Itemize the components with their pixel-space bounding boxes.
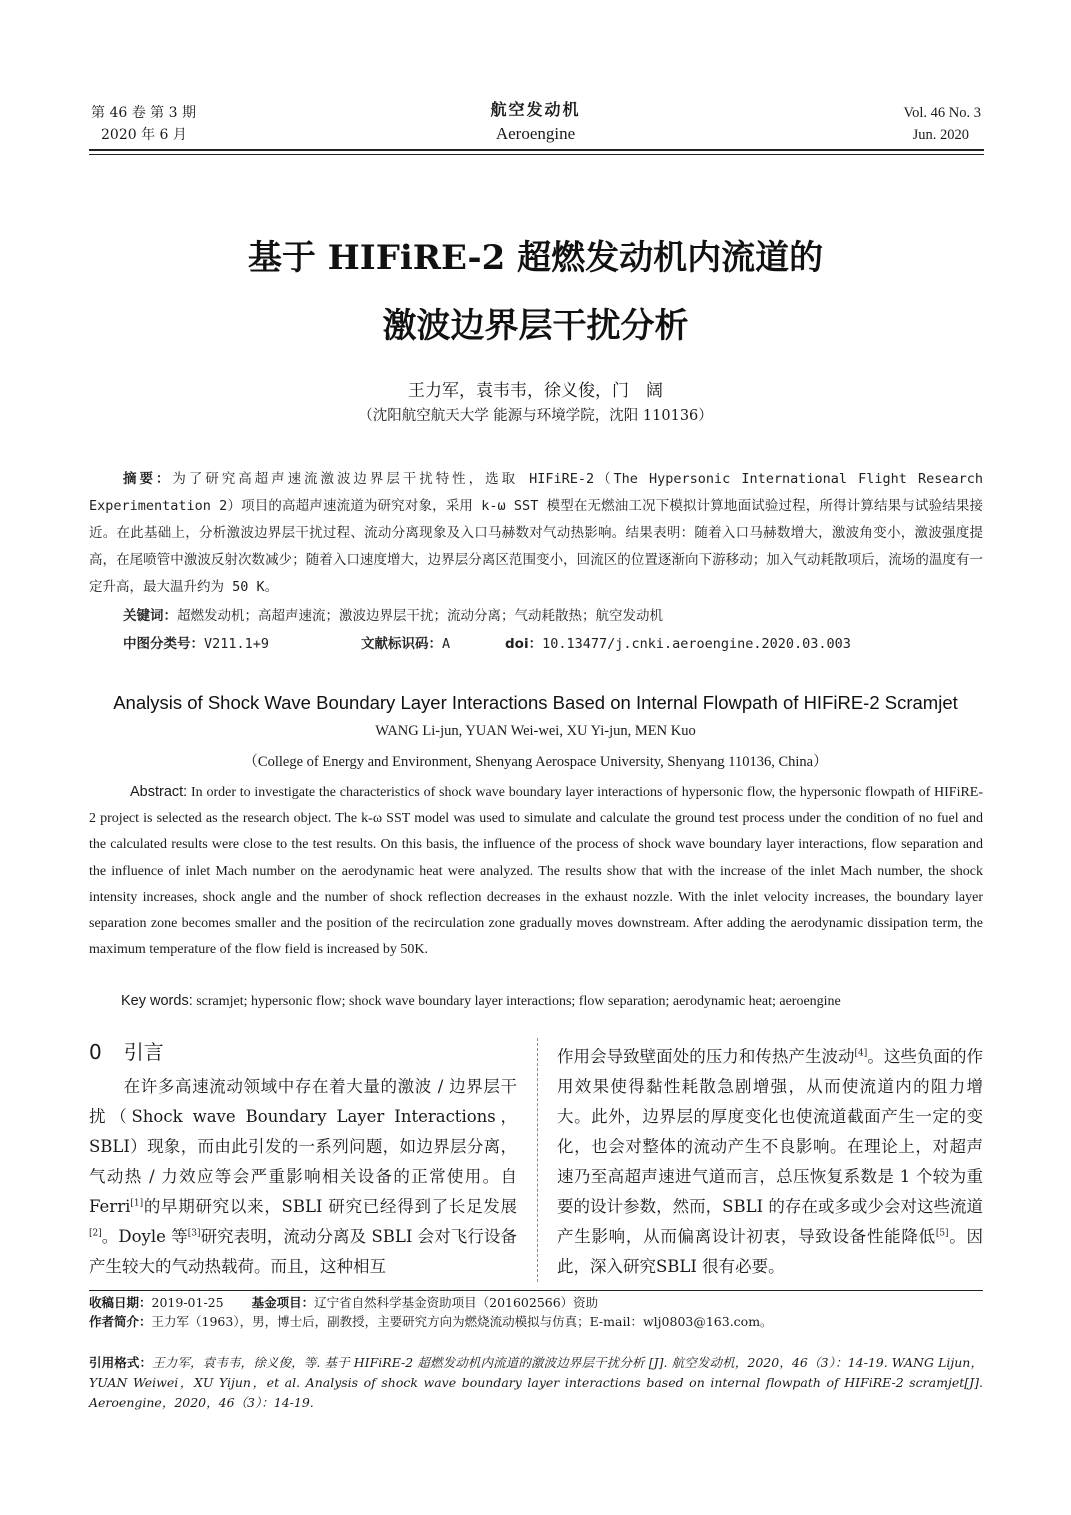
doc-code xyxy=(361,632,450,656)
paper-title-line2: 激波边界层干扰分析 xyxy=(382,306,689,346)
clc-label: 中图分类号： xyxy=(123,636,204,652)
paper-title-line1: 基于 HIFiRE-2 超燃发动机内流道的 xyxy=(247,238,824,278)
english-title: Analysis of Shock Wave Boundary Layer Interactions Based on Internal Flowpath of HIFiRE-2 Scramjet xyxy=(113,692,958,713)
doi xyxy=(505,632,851,656)
authors-cn: 王力军，袁韦韦，徐义俊，门 阔 xyxy=(408,381,663,401)
body-text: 研究表明，流动分离及 SBLI 会对飞行设备产生较大的气动热载荷。而且，这种相互 xyxy=(89,1227,517,1276)
doi-label: doi： xyxy=(505,636,543,652)
citation-ref[interactable]: [1] xyxy=(130,1198,144,1209)
issue-volume-en: Vol. 46 No. 3 xyxy=(903,105,981,121)
abstract-en-label: Abstract: xyxy=(130,784,188,800)
abstract-en-text: In order to investigate the characteristics of shock wave boundary layer interactions of hypersonic flow, the hypersonic flowpath of HIFiRE-2 project is selected as the research object. The k-ω SST model was used to simulate and calculate the ground test process under the condition of no fuel and the calculated results were close to the test results. On this basis, the influence of the process of shock wave boundary layer interactions, flow separation and the influence of inlet Mach number on the aerodynamic heat were analyzed. The results show that with the increase of the inlet Mach number, the shock intensity increases, shock angle and the number of shock reflection decreases in the exhaust nozzle. With the inlet velocity increases, the boundary layer separation zone becomes smaller and the position of the recirculation zone gradually moves downstream. After adding the aerodynamic dissipation term, the maximum temperature of the flow field is increased by 50K. xyxy=(89,785,984,958)
body-column-left xyxy=(89,1072,517,1282)
journal-name-cn: 航空发动机 xyxy=(490,100,581,119)
doc-label: 文献标识码： xyxy=(361,636,442,652)
keywords-cn-text: 超燃发动机；高超声速流；激波边界层干扰；流动分离；气动耗散热；航空发动机 xyxy=(177,608,663,624)
issue-date: 2020 年 6 月 xyxy=(101,127,187,143)
body-text: 。因此，深入研究SBLI 很有必要。 xyxy=(557,1227,983,1276)
section-number: 0 xyxy=(89,1040,102,1064)
section-heading xyxy=(89,1036,164,1065)
abstract-cn-label: 摘要： xyxy=(123,471,173,487)
column-divider xyxy=(537,1038,538,1282)
body-text: 作用会导致壁面处的压力和传热产生波动 xyxy=(557,1047,855,1066)
fund-label: 基金项目： xyxy=(251,1295,315,1310)
abstract-cn xyxy=(89,466,983,601)
header-rule-thin xyxy=(89,154,984,155)
citation-format xyxy=(89,1353,983,1413)
body-text: 在许多高速流动领域中存在着大量的激波 / 边界层干扰（Shock wave Boundary Layer Interactions，SBLI）现象，而由此引发的一系列问题，如边界层分离，气动热 / 力效应等会严重影响相关设备的正常使用。自 Ferri xyxy=(89,1077,517,1216)
doc-value: A xyxy=(442,636,451,652)
journal-name-en: Aeroengine xyxy=(495,124,576,143)
english-affiliation: （College of Energy and Environment, Shenyang Aerospace University, Shenyang 110136, China） xyxy=(243,754,828,770)
citation-ref[interactable]: [2] xyxy=(89,1228,102,1239)
intro-paragraph-continued xyxy=(557,1042,983,1282)
received-value: 2019-01-25 xyxy=(151,1295,224,1310)
footnote-rule xyxy=(89,1290,983,1291)
clc-value: V211.1+9 xyxy=(204,636,270,652)
header-rule-thick xyxy=(89,149,984,151)
citation-ref[interactable]: [3] xyxy=(187,1228,201,1239)
citation-ref[interactable]: [4] xyxy=(854,1048,868,1059)
english-authors: WANG Li-jun, YUAN Wei-wei, XU Yi-jun, MEN Kuo xyxy=(375,723,696,739)
issue-date-en: Jun. 2020 xyxy=(912,127,969,143)
section-title: 引言 xyxy=(123,1040,164,1064)
body-column-right xyxy=(557,1042,983,1282)
body-text: 的早期研究以来，SBLI 研究已经得到了长足发展 xyxy=(143,1197,517,1216)
body-text: 。Doyle 等 xyxy=(101,1227,188,1246)
footnote-received-fund xyxy=(89,1293,983,1313)
abstract-en xyxy=(89,779,983,963)
abstract-cn-text: 为了研究高超声速流激波边界层干扰特性，选取 HIFiRE-2（The Hypersonic International Flight Research Experimentation 2）项目的高超声速流道为研究对象，采用 k-ω SST 模型在无燃油工况下模拟计算地面试验过程，所得计算结果与试验结果接近。在此基础上，分析激波边界层干扰过程、流动分离现象及入口马赫数对气动热影响。结果表明：随着入口马赫数增大，激波角变小，激波强度提高，在尾喷管中激波反射次数减少；随着入口速度增大，边界层分离区范围变小，回流区的位置逐渐向下游移动；加入气动耗散项后，流场的温度有一定升高，最大温升约为 50 K。 xyxy=(89,471,984,595)
footnote-author xyxy=(89,1312,983,1332)
keywords-cn xyxy=(123,604,663,628)
doi-value[interactable]: 10.13477/j.cnki.aeroengine.2020.03.003 xyxy=(542,636,851,652)
intro-paragraph xyxy=(89,1072,517,1282)
issue-volume: 第 46 卷 第 3 期 xyxy=(91,105,196,121)
body-text: 。这些负面的作用效果使得黏性耗散急剧增强，从而使流道内的阻力增大。此外，边界层的厚度变化也使流道截面产生一定的变化，也会对整体的流动产生不良影响。在理论上，对超声速乃至高超声速进气道而言，总压恢复系数是 1 个较为重要的设计参数，然而，SBLI 的存在或多或少会对这些流道产生影响，从而偏离设计初衷，导致设备性能降低 xyxy=(557,1047,984,1246)
citation-ref[interactable]: [5] xyxy=(935,1228,949,1239)
classification xyxy=(123,632,983,656)
affiliation-cn: （沈阳航空航天大学 能源与环境学院，沈阳 110136） xyxy=(358,408,713,424)
keywords-en xyxy=(121,989,841,1014)
fund-value: 辽宁省自然科学基金资助项目（201602566）资助 xyxy=(314,1295,599,1310)
journal-issue-en xyxy=(904,102,981,146)
received-label: 收稿日期： xyxy=(89,1295,152,1310)
citation-text: 王力军，袁韦韦，徐义俊，等. 基于 HIFiRE-2 超燃发动机内流道的激波边界层干扰分析 [J]. 航空发动机，2020，46（3）：14-19. WANG Lijun，YUAN Weiwei，XU Yijun，et al. Analysis of shock wave boundary layer interactions based on internal flowpath of HIFiRE-2 scramjet[J]. Aeroengine，2020，46（3）：14-19. xyxy=(89,1355,983,1410)
keywords-en-label: Key words: xyxy=(121,993,193,1009)
author-bio-label: 作者简介： xyxy=(89,1314,152,1329)
keywords-en-text: scramjet; hypersonic flow; shock wave boundary layer interactions; flow separation; aerodynamic heat; aeroengine xyxy=(196,994,841,1009)
citation-label: 引用格式： xyxy=(89,1355,153,1370)
author-bio-value: 王力军（1963），男，博士后，副教授，主要研究方向为燃烧流动模拟与仿真；E-mail：wlj0803@163.com。 xyxy=(151,1314,773,1329)
clc-code xyxy=(123,632,269,656)
keywords-cn-label: 关键词： xyxy=(123,608,177,624)
